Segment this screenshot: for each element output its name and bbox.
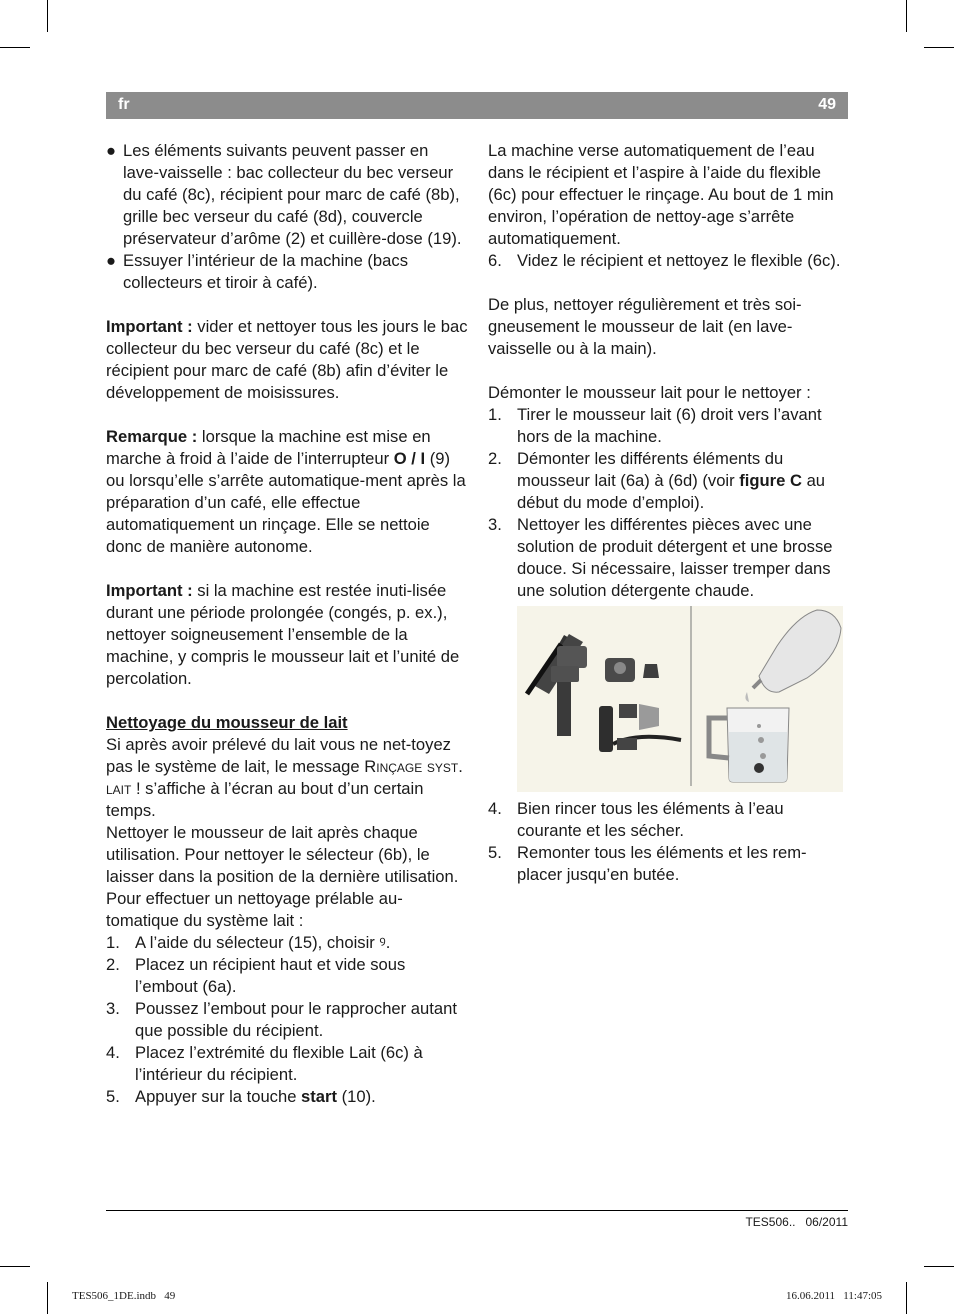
language-code: fr [118,96,130,113]
display-message: Rinçage syst. lait ! [106,757,463,798]
paragraph: Si après avoir prélevé du lait vous ne net-toyez pas le système de lait, le message Rinçage syst. lait ! s’affiche à l’écran au bout d’un certain temps. [106,735,463,820]
section-title: Nettoyage du mousseur de lait [106,713,348,732]
cleaning-illustration-svg [517,606,843,792]
crop-mark [924,1266,954,1267]
list-item: ● Les éléments suivants peuvent passer en lave-vaisselle : bac collecteur du bec verseur du café (8c), récipient pour marc de café (8b), grille bec verseur du café (8d), couvercle préservateur d’arôme (2) et cuillère-dose (19). [106,141,462,248]
crop-mark [0,47,30,48]
list-item: 2. Placez un récipient haut et vide sous l’embout (6a). [106,955,406,996]
list-item: 5. Appuyer sur la touche start (10). [106,1087,376,1106]
list-item: 1. Tirer le mousseur lait (6) droit vers l’avant hors de la machine. [488,405,822,446]
list-item: 5. Remonter tous les éléments et les rem-placer jusqu’en butée. [488,843,807,884]
measuring-cup-icon [709,708,789,782]
crop-mark [906,1282,907,1314]
frother-part-icon [551,658,681,752]
paragraph: Nettoyer le mousseur de lait après chaque utilisation. Pour nettoyer le sélecteur (6b), le laisser dans la position de la dernière utilisation. [106,823,459,886]
paragraph: Pour effectuer un nettoyage prélable au-tomatique du système lait : [106,889,403,930]
detergent-bottle-icon [745,610,841,702]
page-number: 49 [818,96,836,113]
list-item: 4. Bien rincer tous les éléments à l’eau courante et les sécher. [488,799,784,840]
list-item: ● Essuyer l’intérieur de la machine (bacs collecteurs et tiroir à café). [106,251,408,292]
paragraph: Démonter le mousseur lait pour le nettoyer : [488,383,811,402]
switch-symbol: O / I [393,449,426,468]
page-header [106,92,848,119]
left-column [106,140,468,1108]
important-note: Important : si la machine est restée inuti-lisée durant une période prolongée (congés, p. ex.), nettoyer soigneusement l’ensemble de la machine, y compris le mousseur lait et l’unité de percolation. [106,581,460,688]
bullet-icon: ● [106,251,117,270]
crop-mark [47,0,48,32]
list-item: 1. A l’aide du sélecteur (15), choisir ꝰ. [106,933,391,952]
remark-note: Remarque : lorsque la machine est mise en marche à froid à l’aide de l’interrupteur O / I (9) ou lorsqu’elle s’arrête automatique-ment après la préparation d’un café, elle effectue automatiquement un rinçage. Elle se nettoie donc de manière autonome. [106,427,466,556]
print-slug-file: TES506_1DE.indb 49 [72,1290,176,1302]
footer-model-date: TES506.. 06/2011 [745,1215,848,1229]
list-item: 6. Videz le récipient et nettoyez le flexible (6c). [488,251,841,270]
paragraph: De plus, nettoyer régulièrement et très soi-gneusement le mousseur de lait (en lave-vaisselle ou à la main). [488,295,802,358]
right-column [488,140,848,886]
cleaning-illustration [517,606,843,792]
list-item: 2. Démonter les différents éléments du mousseur lait (6a) à (6d) (voir figure C au début du mode d’emploi). [488,449,826,512]
milk-rinse-icon: ꝰ [379,933,386,952]
crop-mark [924,47,954,48]
list-item: 4. Placez l’extrémité du flexible Lait (6c) à l’intérieur du récipient. [106,1043,423,1084]
crop-mark [0,1266,30,1267]
list-item: 3. Nettoyer les différentes pièces avec une solution de produit détergent et une brosse douce. Si nécessaire, laisser tremper dans une solution détergente chaude. [488,515,833,600]
bullet-icon: ● [106,141,117,160]
paragraph: La machine verse automatiquement de l’eau dans le récipient et l’aspire à l’aide du flexible (6c) pour effectuer le rinçage. Au bout de 1 min environ, l’opération de nettoy-age s’arrête automatiquement. [488,141,834,248]
crop-mark [47,1282,48,1314]
crop-mark [906,0,907,32]
print-slug-timestamp: 16.06.2011 11:47:05 [785,1290,882,1302]
list-item: 3. Poussez l’embout pour le rapprocher autant que possible du récipient. [106,999,457,1040]
important-note: Important : vider et nettoyer tous les jours le bac collecteur du bec verseur du café (8c) et le récipient pour marc de café (8b) afin d’éviter le développement de moisissures. [106,317,468,402]
footer-divider [106,1210,848,1211]
